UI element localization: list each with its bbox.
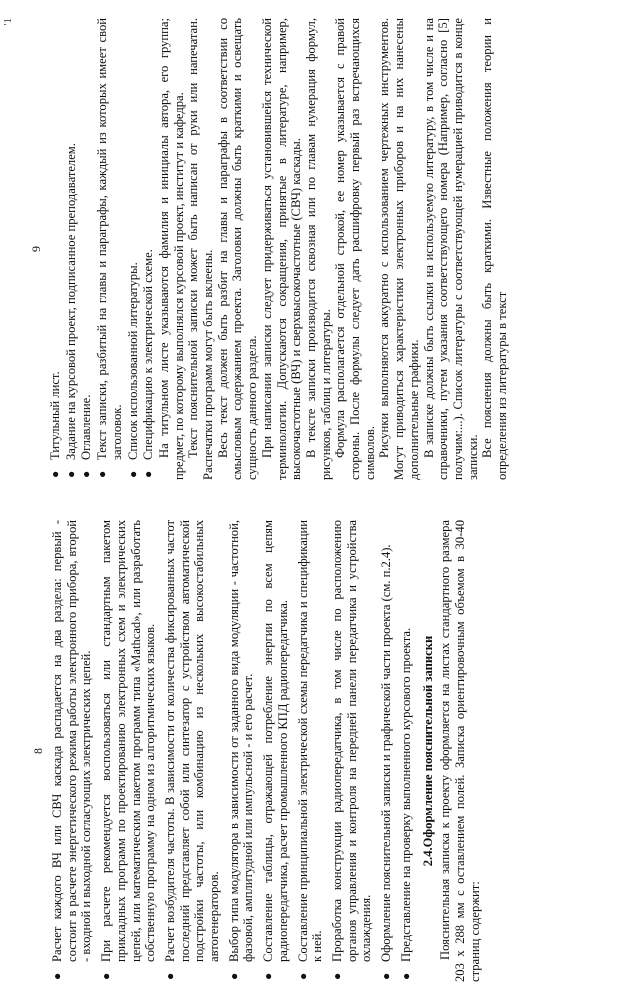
section-paragraph: Пояснительная записка к проекту оформляется на листах стандартного размера 203 х 288 мм с оставлением полей. Записка ориентировочным объемом в 30-40 страниц содержит: (438, 520, 482, 982)
list-item: ● Составление принципиальной электрической схемы передатчика и спецификации к ней. (295, 520, 325, 980)
bullet-icon: ● (162, 972, 177, 980)
list-item: ● Оглавление. (79, 394, 94, 478)
paragraph: Рисунки выполняются аккуратно с использованием чертежных инструментов. Могут приводиться характеристики электронных приборов и на них нанесены дополнительные графики. (377, 18, 421, 480)
list-item: ● Выбор типа модулятора в зависимости от заданного вида модуляции - частотной, фазовой, амплитудной или импульсной - и его расчет. (226, 520, 256, 980)
page-left (0, 510, 630, 998)
list-item: ● Оформление пояснительной записки и графической части проекта (см. п.2.4). (379, 544, 394, 980)
list-item: ● При расчете рекомендуется воспользоваться или стандартным пакетом прикладных программ по проектированию электронных схем и электрических цепей, или математическим пакетом программ типа «Mathcad», или разработать собственную программу на одном из алгоритмических языков. (99, 520, 158, 980)
bullet-icon: ● (125, 470, 140, 478)
list-item: ● Список использованной литературы. (125, 262, 140, 478)
list-item: ● Задание на курсовой проект, подписанное преподавателем. (63, 143, 78, 478)
list-item: ● Проработка конструкции радиопередатчика, в том числе по расположению органов управления и контроля на передней панели передатчика и устройства охлаждения. (329, 520, 374, 980)
paragraph: Весь текст должен быть разбит на главы и параграфы в соответствии со смысловым содержанием проекта. Заголовки должны быть краткими и освещать сущность данного раздела. (215, 18, 260, 480)
corner-mark: '1 (2, 18, 14, 26)
section-heading: 2.4.Оформление пояснительной записки (421, 635, 436, 867)
paragraph: На титульном листе указываются фамилия и инициалы автора, его группа; предмет, по которому выполнялся курсовой проект, институт и кафедра. (156, 18, 186, 480)
paragraph: В тексте записки производится сквозная или по главам нумерация формул, рисунков, таблиц и литературы. (303, 18, 333, 480)
list-item: ● Спецификацию к электрической схеме. (141, 249, 156, 478)
bullet-icon: ● (99, 972, 114, 980)
bullet-icon: ● (379, 972, 394, 980)
list-item: ● Расчет возбудителя частоты. В зависимости от количества фиксированных частот последний представляет собой или синтезатор с устройством автоматической подстройки частоты, или комбинацию из нескольких высокостабильных автогенераторов. (162, 520, 222, 980)
paragraph: В записке должны быть ссылки на используемую литературу, в том числе и на справочники, путем указания соответствующего номера (Например, согласно [5] получим:...). Список литературы с соответствующей нумерацией приводится в конце записки. (421, 18, 480, 480)
bullet-list (50, 520, 413, 982)
bullet-icon: ● (79, 470, 94, 478)
page-body (50, 520, 482, 982)
list-item: ● Составление таблицы, отражающей потребление энергии по всем цепям радиопередатчика, расчет промышленного КПД радиопередатчика. (261, 520, 290, 980)
bullet-icon: ● (48, 470, 62, 478)
bullet-icon: ● (398, 972, 413, 980)
list-item: ● Представление на проверку выполненного курсового проекта. (398, 627, 413, 980)
bullet-icon: ● (261, 972, 276, 980)
list-item: ● Текст записки, разбитый на главы и параграфы, каждый из которых имеет свой заголовок. (95, 18, 124, 478)
page-body (48, 18, 510, 480)
paragraph: Все пояснения должны быть краткими. Известные положения теории и определения из литературы в текст (480, 18, 510, 480)
list-item: ● Титульный лист. (48, 371, 62, 478)
bullet-icon: ● (329, 972, 344, 980)
list-item: ● Расчет каждого ВЧ или СВЧ каскада распадается на два раздела: первый - состоит в расчете энергетического режима работы электронного прибора, второй - входной и выходной согласующих электрических цепей. (50, 520, 94, 980)
page-number: 9 (29, 246, 43, 252)
paragraph: Текст пояснительной записки может быть написан от руки или напечатан. Распечатки программ могут быть вклеены. (186, 18, 216, 480)
page-right (0, 8, 630, 496)
bullet-icon: ● (295, 972, 310, 980)
bullet-icon: ● (63, 470, 78, 478)
bullet-icon: ● (141, 470, 156, 478)
bullet-list (48, 18, 156, 480)
bullet-icon: ● (95, 470, 110, 478)
bullet-icon: ● (226, 972, 241, 980)
page-number: 8 (31, 748, 45, 754)
paragraph: При написании записки следует придерживаться установившейся технической терминологии. Допускаются сокращения, принятые в литературе, например, высокочастотные (ВЧ) и сверхвысокочастотные (СВЧ) каскады. (259, 18, 304, 480)
paragraph: Формула располагается отдельной строкой, ее номер указывается с правой стороны. После формулы следует дать расшифровку первый раз встречающихся символов. (333, 18, 377, 480)
bullet-icon: ● (50, 972, 64, 980)
